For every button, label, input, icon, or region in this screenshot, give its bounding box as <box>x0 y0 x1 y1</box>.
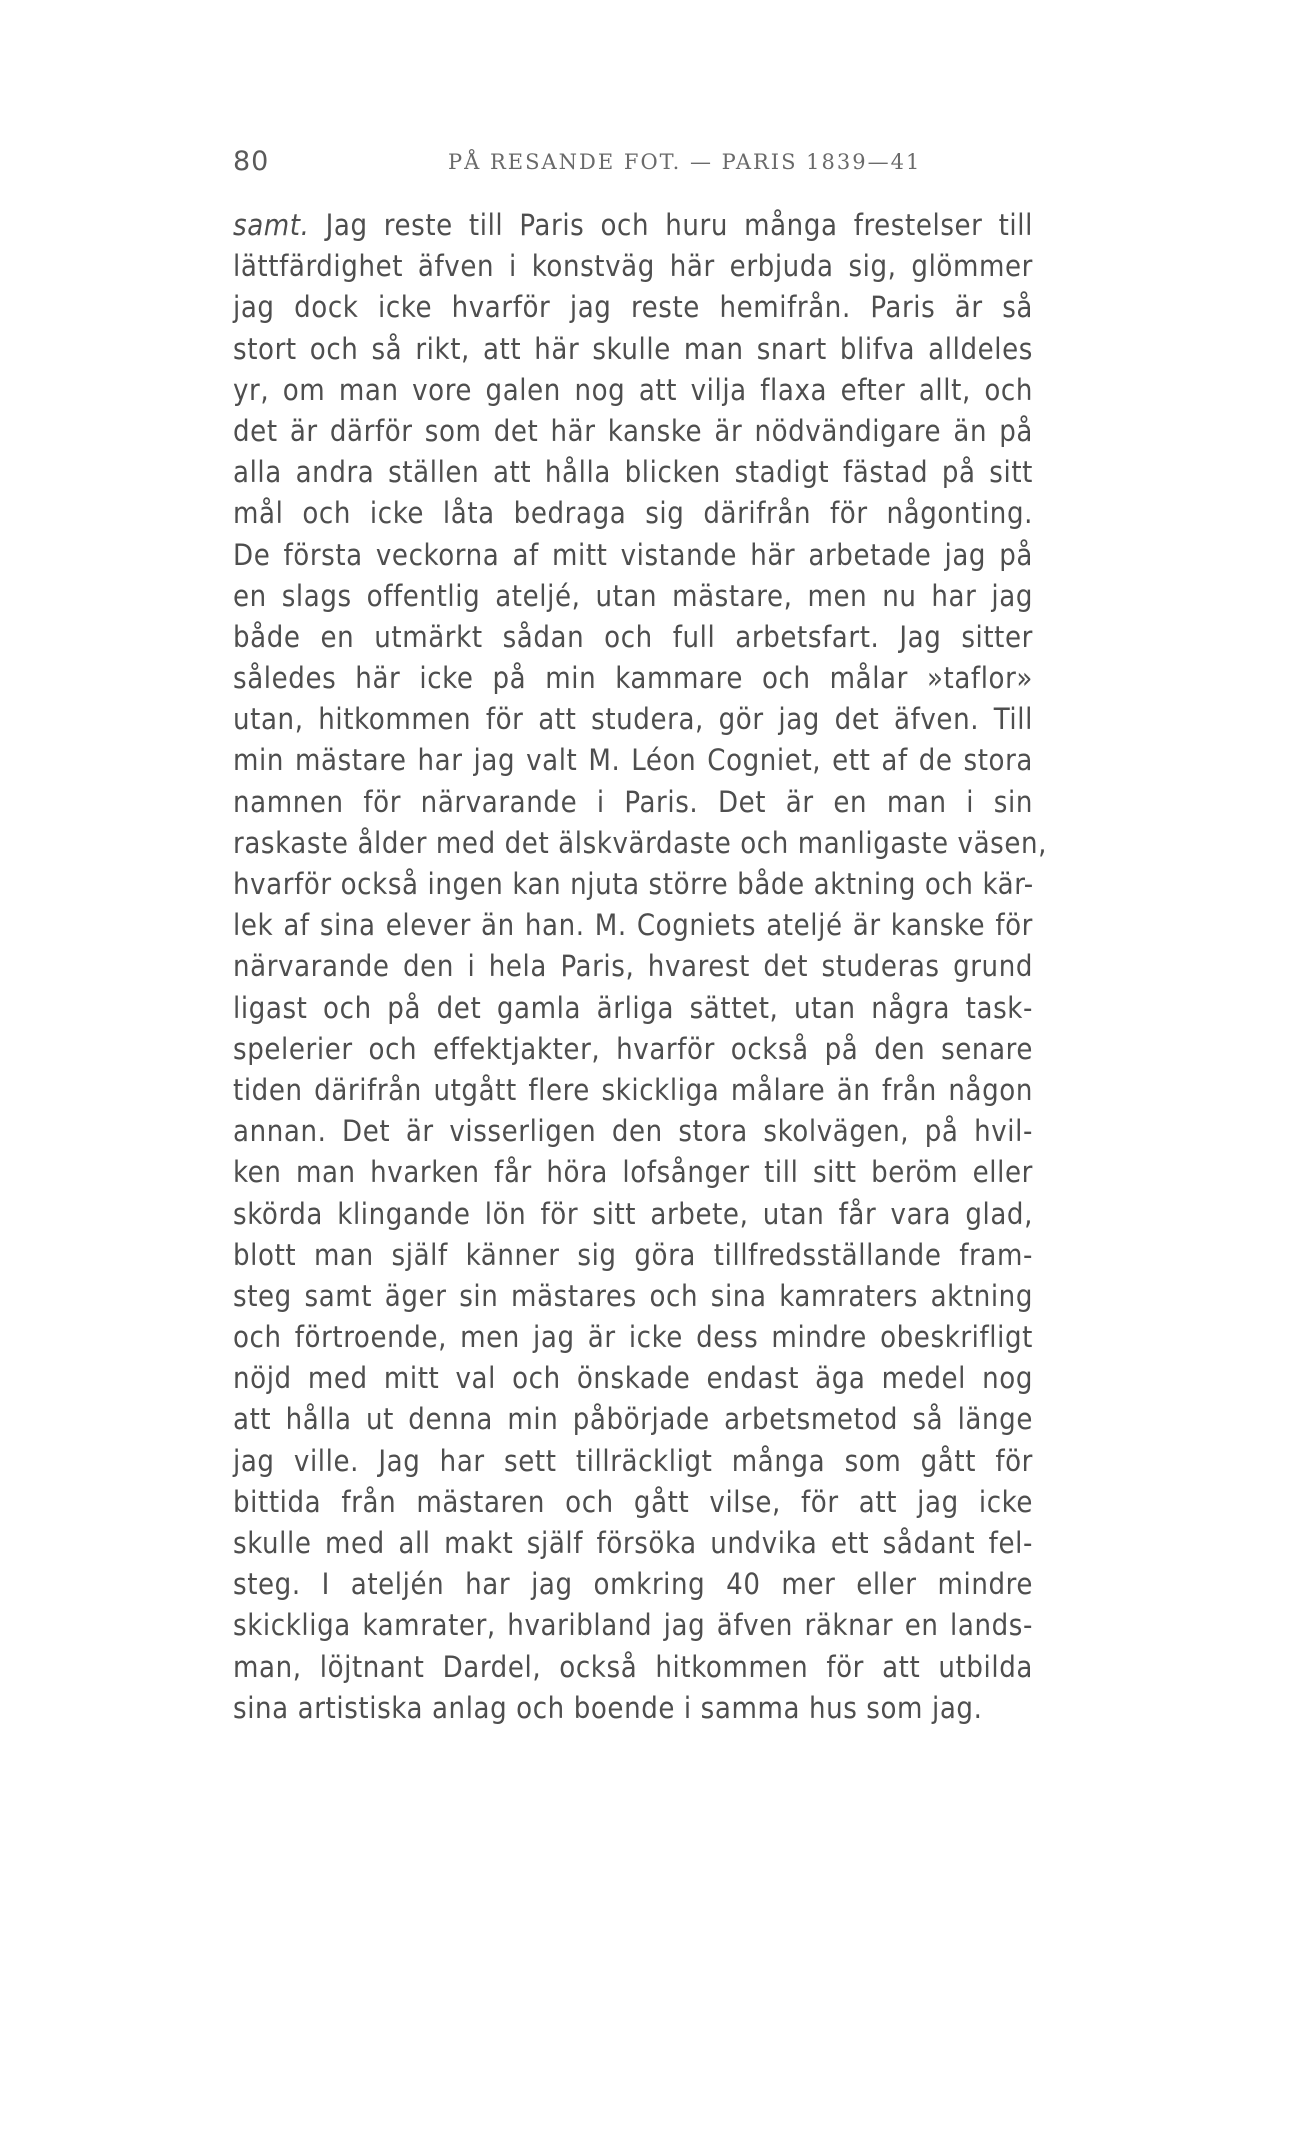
text-line: tiden därifrån utgått flere skickliga målare än från någon <box>233 1072 1033 1107</box>
text-line: bittida från mästaren och gått vilse, för att jag icke <box>233 1484 1033 1519</box>
text-line: det är därför som det här kanske är nödvändigare än på <box>233 413 1033 448</box>
text-line: således här icke på min kammare och målar »taflor» <box>233 661 1033 696</box>
text-line <box>233 205 1033 246</box>
text-line: lek af sina elever än han. M. Cogniets ateljé är kanske för <box>233 908 1033 943</box>
text-line: närvarande den i hela Paris, hvarest det studeras grund <box>233 949 1033 984</box>
text-line: mål och icke låta bedraga sig därifrån för någonting. <box>233 496 1033 531</box>
text-line-content: Jag reste till Paris och huru många frestelser till <box>309 208 1033 242</box>
text-line: blott man själf känner sig göra tillfredsställande fram- <box>233 1237 1033 1272</box>
text-line: yr, om man vore galen nog att vilja flaxa efter allt, och <box>233 372 1033 407</box>
text-line: raskaste ålder med det älskvärdaste och manligaste väsen, <box>233 825 1048 860</box>
text-line: man, löjtnant Dardel, också hitkommen för att utbilda <box>233 1649 1033 1684</box>
text-line: alla andra ställen att hålla blicken stadigt fästad på sitt <box>233 455 1033 490</box>
text-line: steg samt äger sin mästares och sina kamraters aktning <box>233 1278 1033 1313</box>
text-line: stort och så rikt, att här skulle man snart blifva alldeles <box>233 331 1033 366</box>
text-line: utan, hitkommen för att studera, gör jag det äfven. Till <box>233 702 1033 737</box>
text-line: namnen för närvarande i Paris. Det är en man i sin <box>233 784 1033 819</box>
text-line: hvarför också ingen kan njuta större både aktning och kär- <box>233 867 1034 901</box>
running-head: PÅ RESANDE FOT. — PARIS 1839—41 <box>448 150 922 174</box>
italic-lead-word: samt. <box>233 208 310 242</box>
text-line: De första veckorna af mitt vistande här arbetade jag på <box>233 537 1033 572</box>
body-text <box>233 205 1048 1729</box>
text-line: skörda klingande lön för sitt arbete, utan får vara glad, <box>233 1196 1033 1231</box>
text-line: annan. Det är visserligen den stora skolvägen, på hvil- <box>233 1114 1033 1149</box>
text-line: sina artistiska anlag och boende i samma hus som jag. <box>233 1690 983 1725</box>
page-number: 80 <box>233 146 270 177</box>
text-line: nöjd med mitt val och önskade endast äga medel nog <box>233 1361 1033 1396</box>
page-header <box>233 146 1029 186</box>
text-line: skulle med all makt själf försöka undvika ett sådant fel- <box>233 1526 1033 1560</box>
text-line: en slags offentlig ateljé, utan mästare, men nu har jag <box>233 578 1033 613</box>
text-line: steg. I ateljén har jag omkring 40 mer eller mindre <box>233 1567 1033 1602</box>
text-line: min mästare har jag valt M. Léon Cogniet, ett af de stora <box>233 743 1033 778</box>
text-line: och förtroende, men jag är icke dess mindre obeskrifligt <box>233 1320 1033 1355</box>
text-line: både en utmärkt sådan och full arbetsfart. Jag sitter <box>233 619 1033 654</box>
text-line: jag ville. Jag har sett tillräckligt många som gått för <box>233 1443 1033 1478</box>
text-line: jag dock icke hvarför jag reste hemifrån. Paris är så <box>233 290 1033 325</box>
text-line: att hålla ut denna min påbörjade arbetsmetod så länge <box>233 1402 1033 1437</box>
text-line: ligast och på det gamla ärliga sättet, utan några task- <box>233 990 1033 1025</box>
text-line: lättfärdighet äfven i konstväg här erbjuda sig, glömmer <box>233 249 1033 284</box>
text-line: ken man hvarken får höra lofsånger till sitt beröm eller <box>233 1155 1033 1190</box>
text-line: spelerier och effektjakter, hvarför också på den senare <box>233 1031 1033 1066</box>
text-line: skickliga kamrater, hvaribland jag äfven räknar en lands- <box>233 1608 1033 1643</box>
